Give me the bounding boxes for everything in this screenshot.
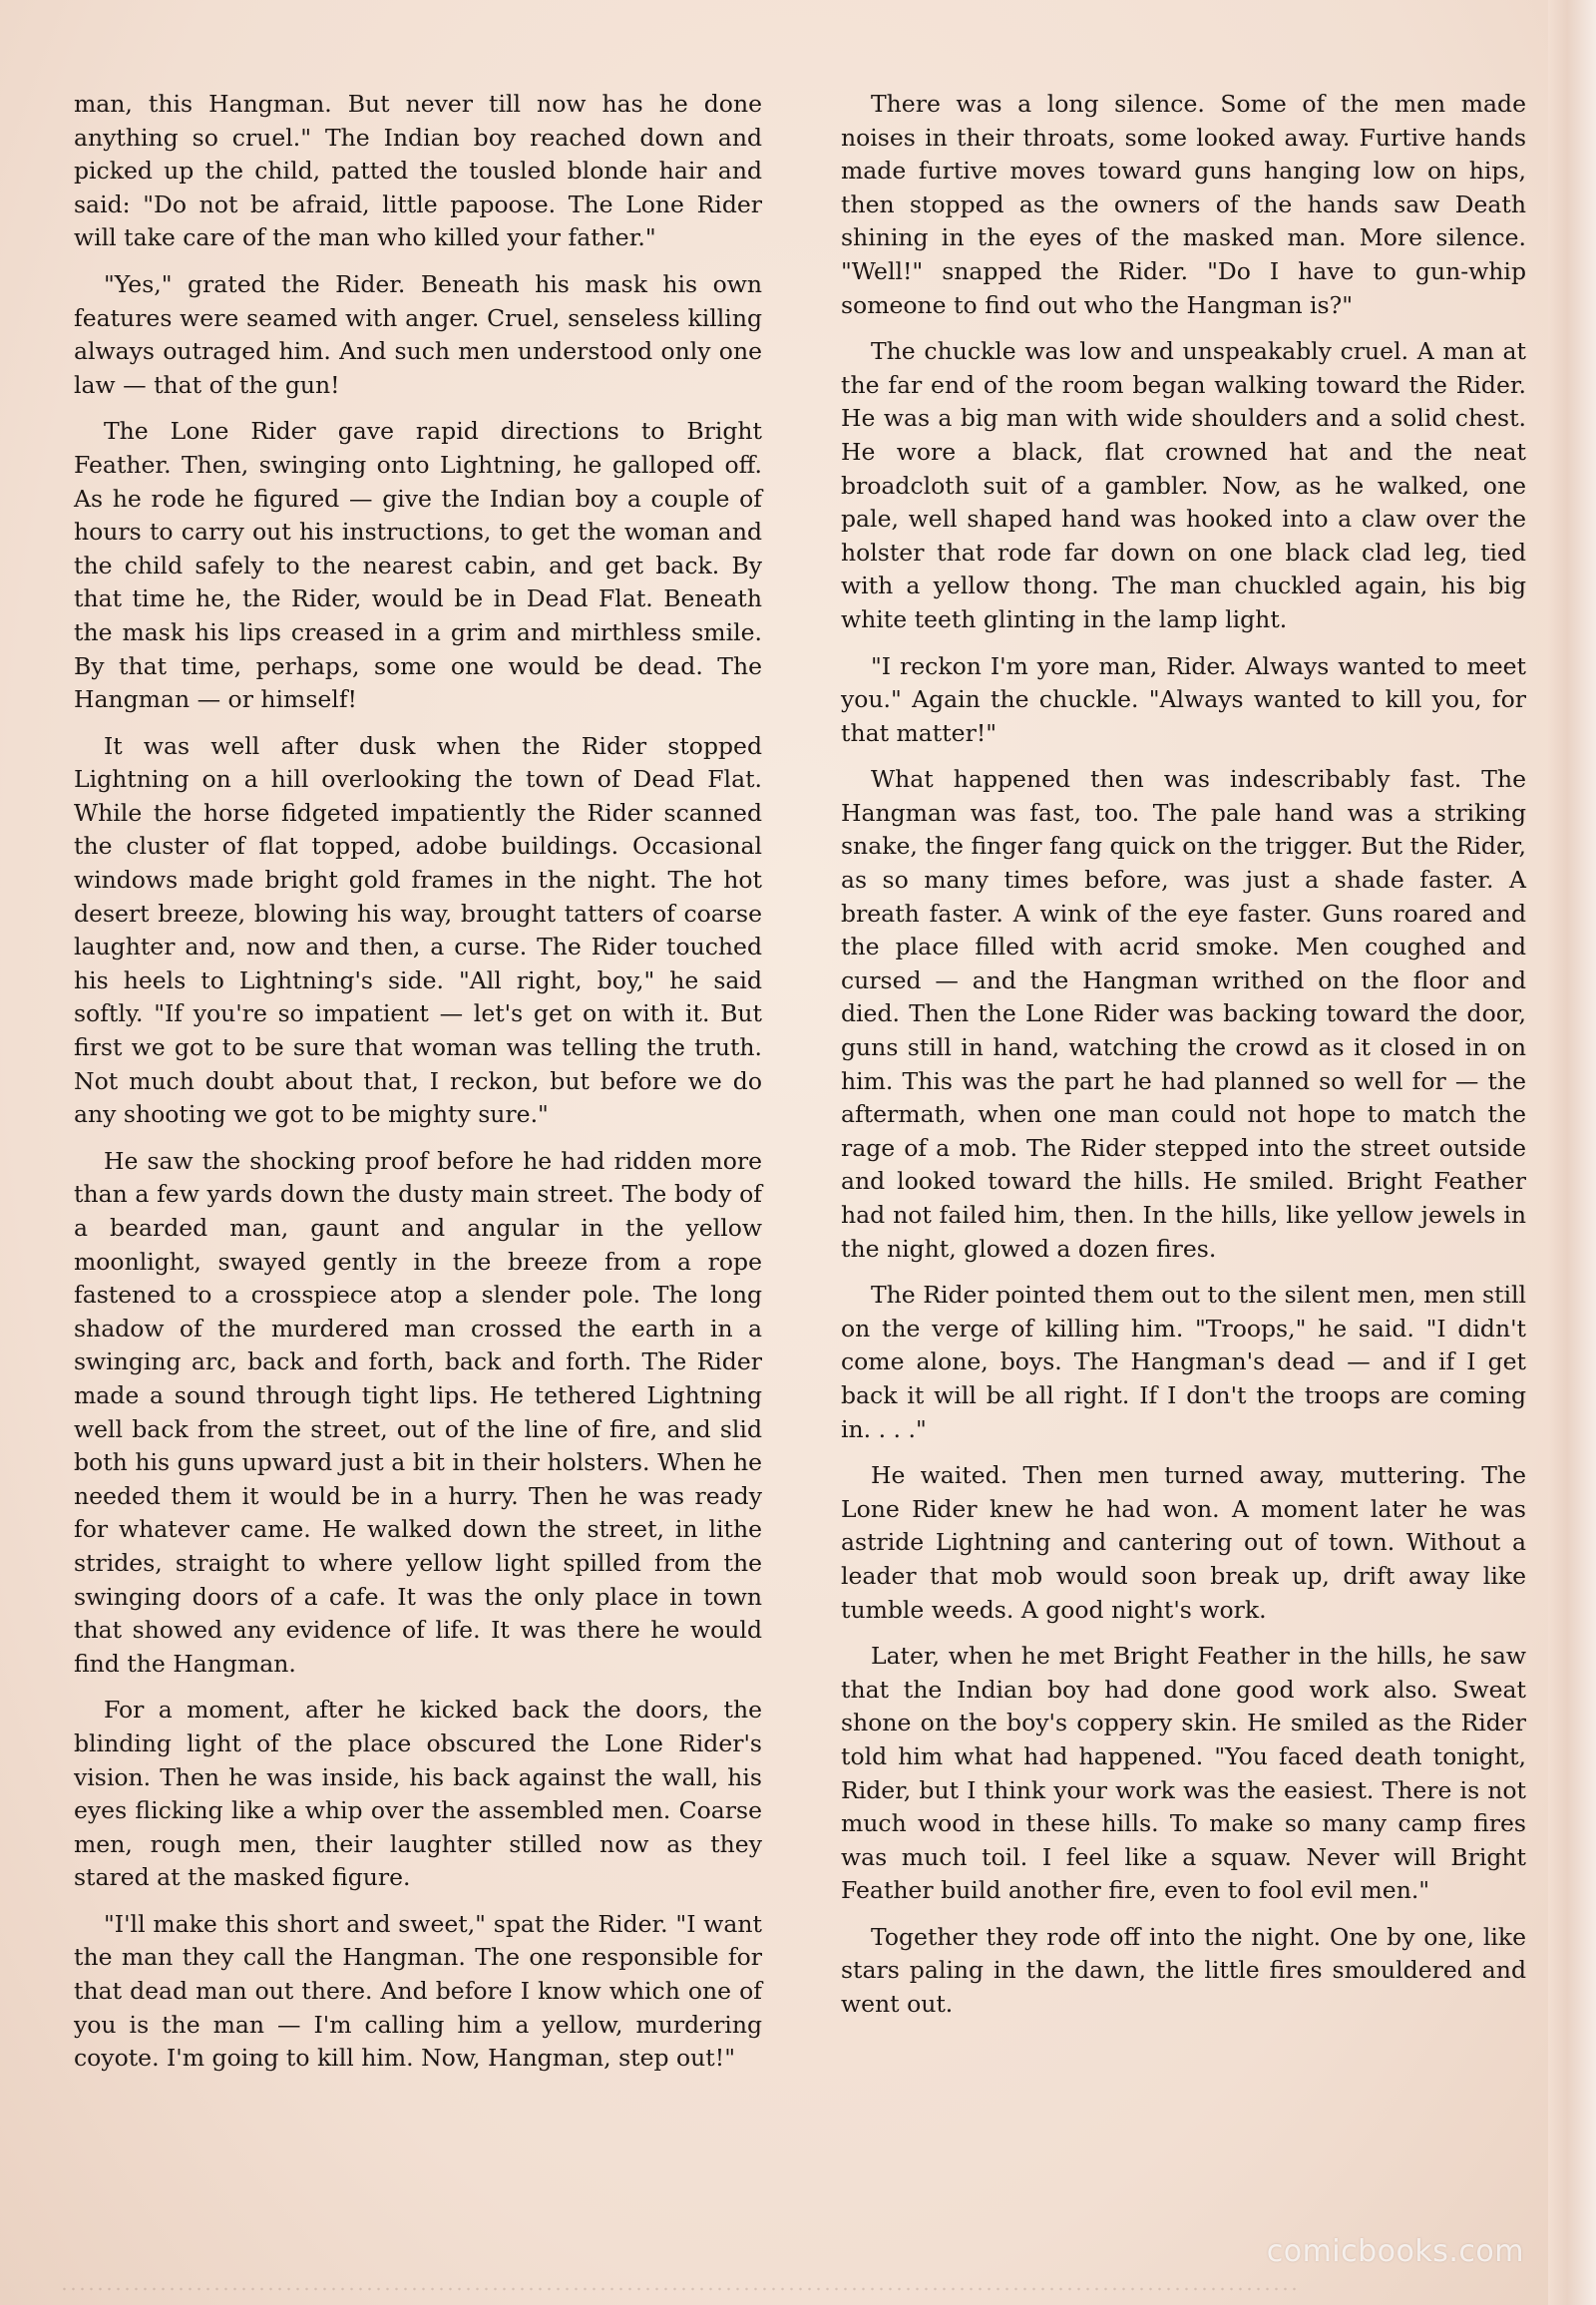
paragraph: "I reckon I'm yore man, Rider. Always wanted to meet you." Again the chuckle. "Always wanted to kill you, for that matter!" xyxy=(841,651,1526,747)
page-edge xyxy=(1548,0,1596,2305)
paragraph: It was well after dusk when the Rider stopped Lightning on a hill overlooking the town of Dead Flat. While the horse fidgeted impatiently the Rider scanned the cluster of flat topped, adobe buildings. Occasional windows made bright gold frames in the night. The hot desert breeze, blowing his way, brought tatters of coarse laughter and, now and then, a curse. The Rider touched his heels to Lightning's side. "All right, boy," he said softly. "If you're so impatient — let's get on with it. But first we got to be sure that woman was telling the truth. Not much doubt about that, I reckon, but before we do any shooting we got to be mighty sure." xyxy=(74,731,762,1129)
watermark: comicbooks.com xyxy=(1266,2234,1524,2269)
paragraph: What happened then was indescribably fast. The Hangman was fast, too. The pale hand was a striking snake, the finger fang quick on the trigger. But the Rider, as so many times before, was just a shade faster. A breath faster. A wink of the eye faster. Guns roared and the place filled with acrid smoke. Men coughed and cursed — and the Hangman writhed on the floor and died. Then the Lone Rider was backing toward the door, guns still in hand, watching the crowd as it closed in on him. This was the part he had planned so well for — the aftermath, when one man could not hope to match the rage of a mob. The Rider stepped into the street outside and looked toward the hills. He smiled. Bright Feather had not failed him, then. In the hills, like yellow jewels in the night, glowed a dozen fires. xyxy=(841,765,1526,1263)
print-artifact xyxy=(60,2287,1297,2291)
right-column xyxy=(841,88,1526,2035)
paragraph: Together they rode off into the night. One by one, like stars paling in the dawn, the little fires smouldered and went out. xyxy=(841,1922,1526,2019)
paragraph: The chuckle was low and unspeakably cruel. A man at the far end of the room began walking toward the Rider. He was a big man with wide shoulders and a solid chest. He wore a black, flat crowned hat and the neat broadcloth suit of a gambler. Now, as he walked, one pale, well shaped hand was hooked into a claw over the holster that rode far down on one black clad leg, tied with a yellow thong. The man chuckled again, his big white teeth glinting in the lamp light. xyxy=(841,337,1526,633)
paragraph: Later, when he met Bright Feather in the hills, he saw that the Indian boy had done good work also. Sweat shone on the boy's coppery skin. He smiled as the Rider told him what had happened. "You faced death tonight, Rider, but I think your work was the easiest. There is not much wood in these hills. To make so many camp fires was much toil. I feel like a squaw. Never will Bright Feather build another fire, even to fool evil men." xyxy=(841,1642,1526,1905)
paragraph: "I'll make this short and sweet," spat the Rider. "I want the man they call the Hangman. The one responsible for that dead man out there. And before I know which one of you is the man — I'm calling him a yellow, murdering coyote. I'm going to kill him. Now, Hangman, step out!" xyxy=(74,1909,762,2073)
paragraph: He waited. Then men turned away, muttering. The Lone Rider knew he had won. A moment later he was astride Lightning and cantering out of town. Without a leader that mob would soon break up, drift away like tumble weeds. A good night's work. xyxy=(841,1461,1526,1624)
paragraph: The Rider pointed them out to the silent men, men still on the verge of killing him. "Troops," he said. "I didn't come alone, boys. The Hangman's dead — and if I get back it will be all right. If I don't the troops are coming in. . . ." xyxy=(841,1281,1526,1443)
paragraph: He saw the shocking proof before he had ridden more than a few yards down the dusty main street. The body of a bearded man, gaunt and angular in the yellow moonlight, swayed gently in the breeze from a rope fastened to a crosspiece atop a slender pole. The long shadow of the murdered man crossed the earth in a swinging arc, back and forth, back and forth. The Rider made a sound through tight lips. He tethered Lightning well back from the street, out of the line of fire, and slid both his guns upward just a bit in their holsters. When he needed them it would be in a hurry. Then he was ready for whatever came. He walked down the street, in lithe strides, straight to where yellow light spilled from the swinging doors of a cafe. It was the only place in town that showed any evidence of life. It was there he would find the Hangman. xyxy=(74,1146,762,1678)
paragraph: There was a long silence. Some of the men made noises in their throats, some looked away. Furtive hands made furtive moves toward guns hanging low on hips, then stopped as the owners of the hands saw Death shining in the eyes of the masked man. More silence. "Well!" snapped the Rider. "Do I have to gun-whip someone to find out who the Hangman is?" xyxy=(841,90,1526,319)
paragraph: For a moment, after he kicked back the doors, the blinding light of the place obscured the Lone Rider's vision. Then he was inside, his back against the wall, his eyes flicking like a whip over the assembled men. Coarse men, rough men, their laughter stilled now as they stared at the masked figure. xyxy=(74,1696,762,1892)
paragraph: "Yes," grated the Rider. Beneath his mask his own features were seamed with anger. Cruel, senseless killing always outraged him. And such men understood only one law — that of the gun! xyxy=(74,269,762,399)
paragraph: The Lone Rider gave rapid directions to Bright Feather. Then, swinging onto Lightning, he galloped off. As he rode he figured — give the Indian boy a couple of hours to carry out his instructions, to get the woman and the child safely to the nearest cabin, and get back. By that time he, the Rider, would be in Dead Flat. Beneath the mask his lips creased in a grim and mirthless smile. By that time, perhaps, some one would be dead. The Hangman — or himself! xyxy=(74,417,762,714)
left-column xyxy=(74,88,762,2089)
paragraph: man, this Hangman. But never till now has he done anything so cruel." The Indian boy reached down and picked up the child, patted the tousled blonde hair and said: "Do not be afraid, little papoose. The Lone Rider will take care of the man who killed your father." xyxy=(74,90,762,252)
